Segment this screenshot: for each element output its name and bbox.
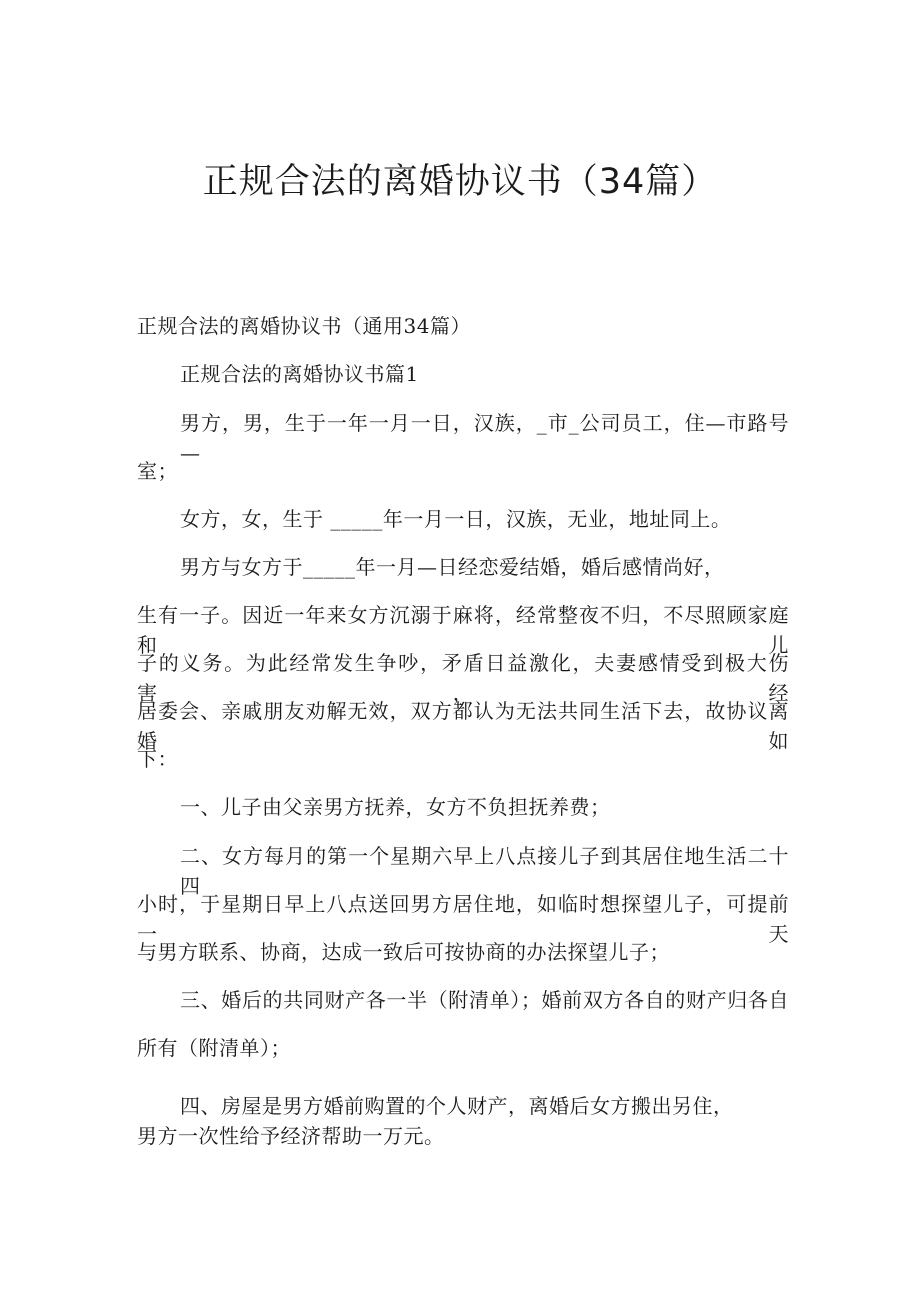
list-item-4: 四、房屋是男方婚前购置的个人财产，离婚后女方搬出另住， (180, 1094, 734, 1118)
paragraph-line: 男方，男，生于一年一月一日，汉族，_市_公司员工，住—市路号— (180, 411, 789, 465)
paragraph-line: 男方与女方于_____年一月—日经恋爱结婚，婚后感情尚好， (180, 555, 725, 579)
subtitle-line: 正规合法的离婚协议书（通用34篇） (137, 314, 471, 338)
paragraph-line: 居委会、亲戚朋友劝解无效，双方都认为无法共同生活下去，故协议离婚如 (137, 699, 789, 753)
section-heading: 正规合法的离婚协议书篇1 (180, 362, 419, 386)
paragraph-line: 子的义务。为此经常发生争吵，矛盾日益激化，夫妻感情受到极大伤害，经 (137, 651, 789, 705)
list-item-1: 一、儿子由父亲男方抚养，女方不负担抚养费； (180, 795, 611, 819)
list-item-2: 与男方联系、协商，达成一致后可按协商的办法探望儿子； (137, 940, 670, 964)
list-item-2: 小时，于星期日早上八点送回男方居住地，如临时想探望儿子，可提前一天 (137, 892, 789, 946)
list-item-4: 男方一次性给予经济帮助一万元。 (137, 1124, 445, 1148)
document-title: 正规合法的离婚协议书（34篇） (202, 162, 718, 202)
paragraph-line: 室； (137, 459, 178, 483)
paragraph-line: 女方，女，生于 _____年一月一日，汉族，无业，地址同上。 (180, 507, 732, 531)
list-item-2: 二、女方每月的第一个星期六早上八点接儿子到其居住地生活二十四 (180, 844, 789, 898)
list-item-3: 所有（附清单）； (137, 1036, 291, 1060)
paragraph-line: 下： (137, 747, 178, 771)
paragraph-line: 生有一子。因近一年来女方沉溺于麻将，经常整夜不归，不尽照顾家庭和儿 (137, 603, 789, 657)
list-item-3: 三、婚后的共同财产各一半（附清单）；婚前双方各自的财产归各自 (180, 988, 789, 1012)
